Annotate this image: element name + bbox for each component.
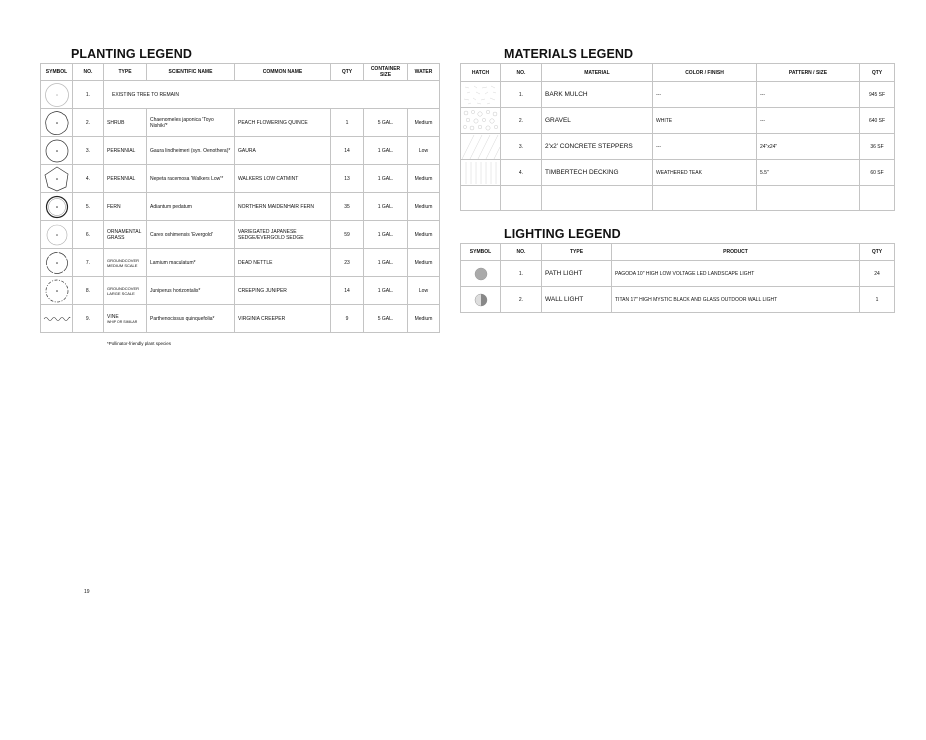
table-row: 5. FERN Adiantum pedatum NORTHERN MAIDENHAIR FERN 35 1 GAL. Medium	[41, 193, 440, 221]
shrub-symbol	[41, 109, 73, 137]
header-hatch: HATCH	[461, 64, 501, 82]
materials-legend-title: MATERIALS LEGEND	[504, 47, 634, 61]
pollinator-note: *Pollinator-friendly plant species	[107, 341, 172, 346]
fern-symbol	[41, 193, 73, 221]
concrete-hatch	[461, 134, 501, 160]
table-row: 1. EXISTING TREE TO REMAIN	[41, 81, 440, 109]
table-row: 1. PATH LIGHT PAGODA 10" HIGH LOW VOLTAGE LED LANDSCAPE LIGHT 24	[461, 261, 895, 287]
gravel-hatch	[461, 108, 501, 134]
header-qty: QTY	[860, 244, 895, 261]
path-light-icon	[461, 261, 501, 287]
grass-symbol	[41, 221, 73, 249]
table-row: 2. WALL LIGHT TITAN 17" HIGH MYSTIC BLACK AND GLASS OUTDOOR WALL LIGHT 1	[461, 287, 895, 313]
groundcover-medium-symbol	[41, 249, 73, 277]
lighting-table	[460, 243, 895, 313]
catmint-symbol	[41, 165, 73, 193]
header-qty: QTY	[331, 64, 364, 81]
header-no: NO.	[501, 64, 542, 82]
planting-legend-title: PLANTING LEGEND	[71, 47, 192, 61]
lighting-legend-title: LIGHTING LEGEND	[504, 227, 621, 241]
header-water: WATER	[408, 64, 440, 81]
planting-table	[40, 63, 440, 333]
header-type: TYPE	[542, 244, 612, 261]
header-symbol: SYMBOL	[41, 64, 73, 81]
table-row: 1. BARK MULCH --- --- 945 SF	[461, 82, 895, 108]
table-row: 3. 2'x2' CONCRETE STEPPERS --- 24"x24" 36 SF	[461, 134, 895, 160]
table-row: 8. GROUNDCOVER LARGE SCALE Juniperus horizontalis* CREEPING JUNIPER 14 1 GAL. Low	[41, 277, 440, 305]
materials-table	[460, 63, 895, 211]
decking-hatch	[461, 160, 501, 186]
table-row: 9. VINE WHIP OR SIMILAR Parthenocissus quinquefolia* VIRGINIA CREEPER 9 5 GAL. Medium	[41, 305, 440, 333]
table-row: 6. ORNAMENTAL GRASS Carex oshimensis 'Evergold' VARIEGATED JAPANESE SEDGE/EVERGOLD SEDGE 59 1 GAL. Medium	[41, 221, 440, 249]
wall-light-icon	[461, 287, 501, 313]
vine-symbol	[41, 305, 73, 333]
header-no: NO.	[501, 244, 542, 261]
header-symbol: SYMBOL	[461, 244, 501, 261]
header-pattern-size: PATTERN / SIZE	[757, 64, 860, 82]
table-row-empty	[461, 186, 895, 211]
header-no: NO.	[73, 64, 104, 81]
header-common-name: COMMON NAME	[235, 64, 331, 81]
header-scientific-name: SCIENTIFIC NAME	[147, 64, 235, 81]
header-qty: QTY	[860, 64, 895, 82]
table-row: 4. PERENNIAL Nepeta racemosa 'Walkers Low'* WALKERS LOW CATMINT 13 1 GAL. Medium	[41, 165, 440, 193]
header-product: PRODUCT	[612, 244, 860, 261]
groundcover-large-symbol	[41, 277, 73, 305]
table-row: 3. PERENNIAL Gaura lindheimeri (syn. Oenothera)* GAURA 14 1 GAL. Low	[41, 137, 440, 165]
header-container-size: CONTAINER SIZE	[364, 64, 408, 81]
bark-mulch-hatch	[461, 82, 501, 108]
header-color-finish: COLOR / FINISH	[653, 64, 757, 82]
header-type: TYPE	[104, 64, 147, 81]
perennial-symbol	[41, 137, 73, 165]
page-number: 19	[84, 589, 90, 595]
table-row: 7. GROUNDCOVER MEDIUM SCALE Lamium maculatum* DEAD NETTLE 23 1 GAL. Medium	[41, 249, 440, 277]
header-material: MATERIAL	[542, 64, 653, 82]
table-row: 4. TIMBERTECH DECKING WEATHERED TEAK 5.5" 60 SF	[461, 160, 895, 186]
existing-tree-symbol	[41, 81, 73, 109]
table-row: 2. SHRUB Chaenomeles japonica 'Toyo Nishiki'* PEACH FLOWERING QUINCE 1 5 GAL. Medium	[41, 109, 440, 137]
table-row: 2. GRAVEL WHITE --- 640 SF	[461, 108, 895, 134]
